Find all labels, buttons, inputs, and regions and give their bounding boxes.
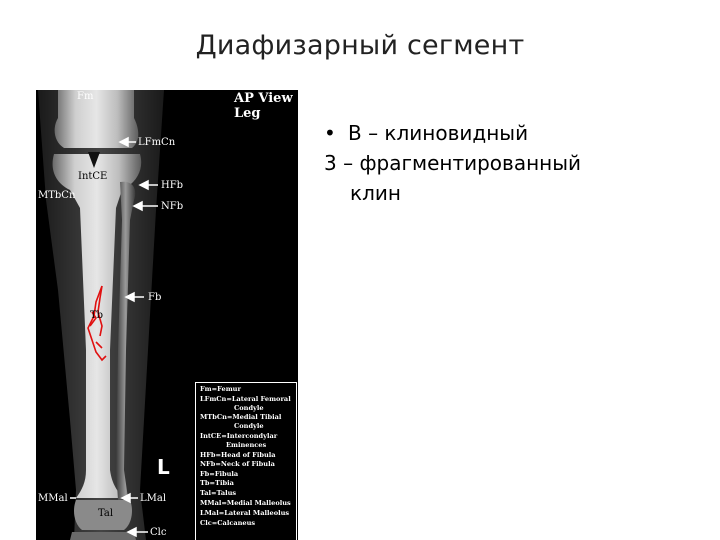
legend-line: Tal=Talus [200, 489, 237, 497]
label-lmal: LMal [140, 493, 167, 504]
legend-line: LMal=Lateral Malleolus [200, 509, 290, 517]
label-fm: Fm [77, 91, 94, 102]
legend-line: Fm=Femur [200, 385, 241, 393]
label-tb: Tb [90, 310, 104, 321]
label-lfmcn: LFmCn [138, 137, 176, 148]
label-clc: Clc [150, 527, 167, 538]
label-nfb: NFb [161, 201, 184, 212]
bullet-item [324, 148, 714, 178]
xray-figure [36, 90, 298, 540]
label-fb: Fb [148, 292, 162, 303]
label-mmal: MMal [38, 493, 68, 504]
bullet-text: 3 – фрагментированный [324, 151, 582, 175]
abbreviation-legend [195, 382, 297, 540]
label-mtbcn: MTbCn [38, 190, 76, 201]
legend-line: Eminences [226, 441, 267, 449]
legend-line: LFmCn=Lateral Femoral [200, 395, 291, 403]
legend-line: IntCE=Intercondylar [200, 432, 278, 440]
legend-line: Tb=Tibia [200, 479, 234, 487]
bullet-marker: • [324, 121, 336, 145]
view-header: AP View [234, 91, 293, 106]
side-marker-letter: L [157, 455, 170, 479]
bullet-list [324, 118, 714, 208]
bullet-item [324, 118, 714, 148]
label-intce: IntCE [78, 171, 108, 182]
bullet-text: клин [350, 181, 401, 205]
legend-line: MMal=Medial Malleolus [200, 499, 291, 507]
label-tal: Tal [98, 508, 114, 519]
bullet-text: В – клиновидный [348, 121, 529, 145]
legend-line: Condyle [234, 422, 264, 430]
bullet-item [324, 178, 714, 208]
legend-line: Condyle [234, 404, 264, 412]
legend-line: NFb=Neck of Fibula [200, 460, 275, 468]
label-hfb: HFb [161, 180, 184, 191]
legend-line: Clc=Calcaneus [200, 519, 256, 527]
legend-line: HFb=Head of Fibula [200, 451, 276, 459]
legend-line: Fb=Fibula [200, 470, 239, 478]
legend-line: MTbCn=Medial Tibial [200, 413, 282, 421]
calcaneus-bone [70, 532, 136, 540]
slide-title: Диафизарный сегмент [195, 30, 525, 61]
view-subheader: Leg [234, 106, 261, 121]
